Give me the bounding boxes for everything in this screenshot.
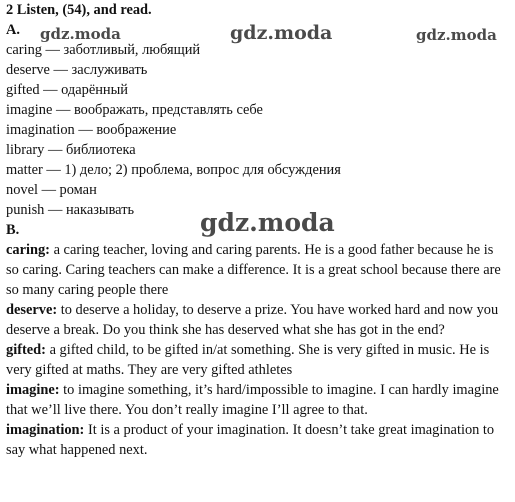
entry-text: It is a product of your imagination. It doesn’t take great imagination to say what happened next. xyxy=(6,422,495,458)
vocab-item-imagine: imagine — воображать, представлять себе xyxy=(6,102,263,118)
vocab-item-punish: punish — наказывать xyxy=(6,202,135,218)
entry-term: imagination: xyxy=(6,422,85,438)
exercise-header: 2 Listen, (54), and read. xyxy=(6,2,152,18)
section-a-label: A. xyxy=(6,22,20,38)
entry-text: to deserve a holiday, to deserve a prize. You have worked hard and now you deserve a break. Do you think she has deserved what she has got in the end? xyxy=(6,302,499,338)
watermark-logo: gdz.moda xyxy=(40,25,121,43)
entry-text: a gifted child, to be gifted in/at something. She is very gifted in music. He is very gifted at maths. They are very gifted athletes xyxy=(6,342,490,378)
vocab-item-imagination: imagination — воображение xyxy=(6,122,177,138)
example-entry-deserve xyxy=(6,300,509,340)
vocab-item-deserve: deserve — заслуживать xyxy=(6,62,148,78)
vocab-item-novel: novel — роман xyxy=(6,182,97,198)
entry-term: imagine: xyxy=(6,382,60,398)
example-entry-imagination xyxy=(6,420,509,460)
watermark-logo: gdz.moda xyxy=(200,208,335,237)
example-entry-caring xyxy=(6,240,509,300)
entry-term: caring: xyxy=(6,242,50,258)
vocab-item-library: library — библиотека xyxy=(6,142,136,158)
entry-text: to imagine something, it’s hard/impossible to imagine. I can hardly imagine that we’ll live there. You don’t really imagine I’ll agree to that. xyxy=(6,382,499,418)
section-b-label: B. xyxy=(6,222,20,238)
vocab-item-caring: caring — заботливый, любящий xyxy=(6,42,201,58)
example-entry-gifted xyxy=(6,340,509,380)
entry-term: deserve: xyxy=(6,302,58,318)
example-entry-imagine xyxy=(6,380,509,420)
vocab-item-matter: matter — 1) дело; 2) проблема, вопрос для обсуждения xyxy=(6,162,341,178)
watermark-logo: gdz.moda xyxy=(416,26,497,44)
entry-text: a caring teacher, loving and caring parents. He is a good father because he is so caring. Caring teachers can make a difference. It is a great school because there are so many caring people there xyxy=(6,242,501,298)
watermark-logo: gdz.moda xyxy=(230,22,333,44)
vocab-item-gifted: gifted — одарённый xyxy=(6,82,128,98)
entry-term: gifted: xyxy=(6,342,46,358)
